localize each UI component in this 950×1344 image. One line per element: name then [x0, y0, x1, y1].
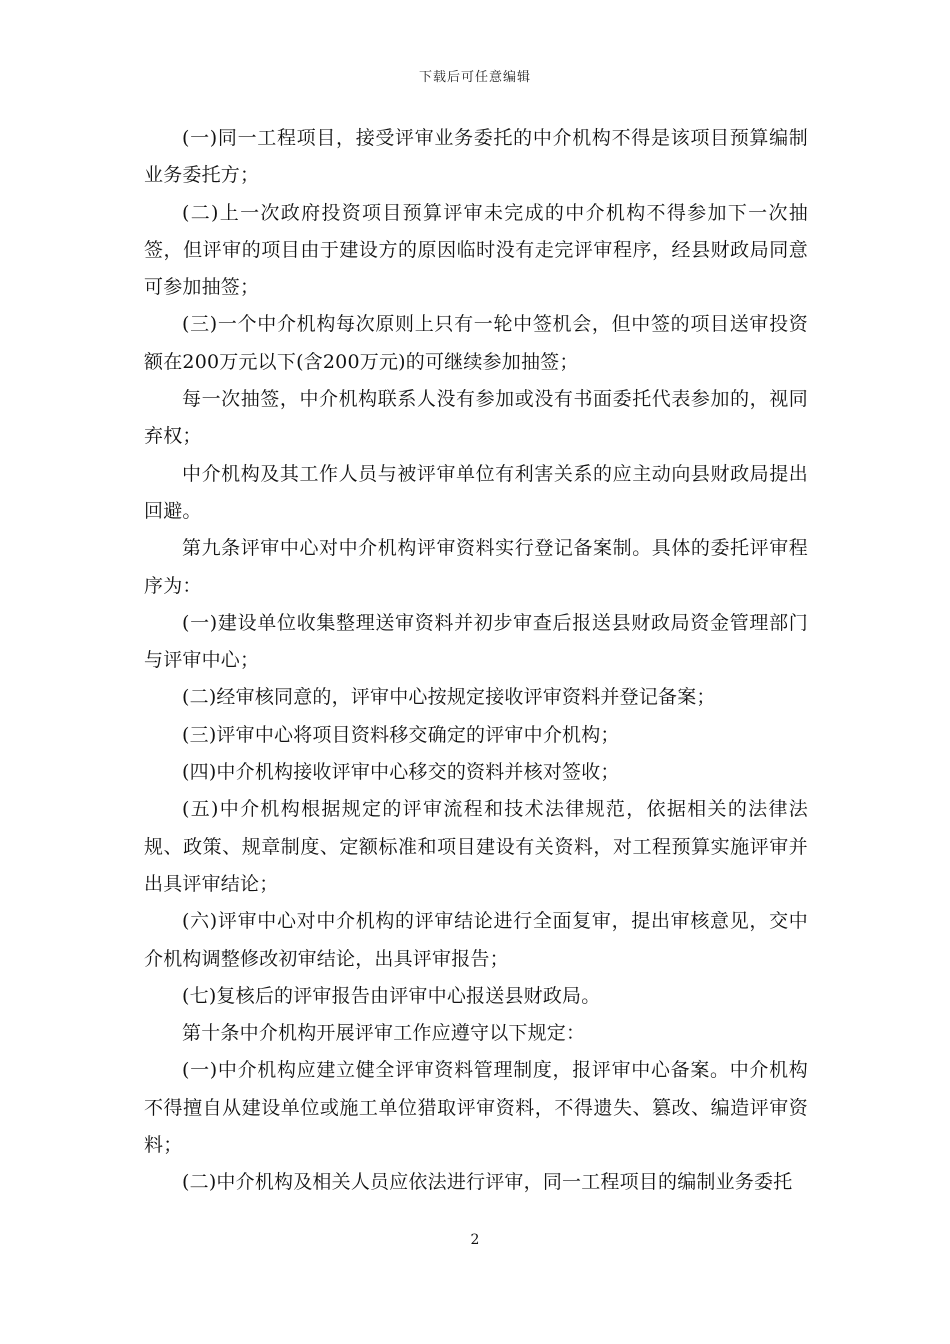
paragraph: 第十条中介机构开展评审工作应遵守以下规定： — [182, 1022, 586, 1045]
page-header: 下载后可任意编辑 — [418, 70, 531, 85]
paragraph: (三)一个中介机构每次原则上只有一轮中签机会，但中签的项目送审投资额在200万元以下(含200万元)的可继续参加抽签； — [144, 313, 808, 373]
paragraph: (三)评审中心将项目资料移交确定的评审中介机构； — [182, 723, 620, 746]
paragraph: (一)建设单位收集整理送审资料并初步审查后报送县财政局资金管理部门与评审中心； — [144, 611, 808, 672]
paragraph: 中介机构及其工作人员与被评审单位有利害关系的应主动向县财政局提出回避。 — [144, 462, 808, 522]
document-body — [144, 120, 808, 1202]
paragraph: (一)中介机构应建立健全评审资料管理制度，报评审中心备案。中介机构不得擅自从建设单位或施工单位猎取评审资料，不得遗失、篡改、编造评审资料； — [144, 1059, 808, 1157]
paragraph: (七)复核后的评审报告由评审中心报送县财政局。 — [182, 984, 601, 1007]
paragraph: 每一次抽签，中介机构联系人没有参加或没有书面委托代表参加的，视同弃权； — [144, 388, 808, 448]
paragraph: (四)中介机构接收评审中心移交的资料并核对签收； — [182, 761, 620, 784]
paragraph: (一)同一工程项目，接受评审业务委托的中介机构不得是该项目预算编制业务委托方； — [144, 127, 808, 187]
paragraph: (二)经审核同意的，评审中心按规定接收评审资料并登记备案； — [182, 686, 716, 709]
page-number: 2 — [470, 1232, 480, 1248]
paragraph: (二)中介机构及相关人员应依法进行评审，同一工程项目的编制业务委托 — [182, 1171, 793, 1194]
paragraph: (五)中介机构根据规定的评审流程和技术法律规范，依据相关的法律法规、政策、规章制度、定额标准和项目建设有关资料，对工程预算实施评审并出具评审结论； — [144, 798, 808, 895]
paragraph: 第九条评审中心对中介机构评审资料实行登记备案制。具体的委托评审程序为： — [144, 537, 808, 597]
paragraph: (二)上一次政府投资项目预算评审未完成的中介机构不得参加下一次抽签，但评审的项目由于建设方的原因临时没有走完评审程序，经县财政局同意可参加抽签； — [144, 201, 808, 299]
paragraph: (六)评审中心对中介机构的评审结论进行全面复审，提出审核意见，交中介机构调整修改初审结论，出具评审报告； — [144, 910, 808, 970]
